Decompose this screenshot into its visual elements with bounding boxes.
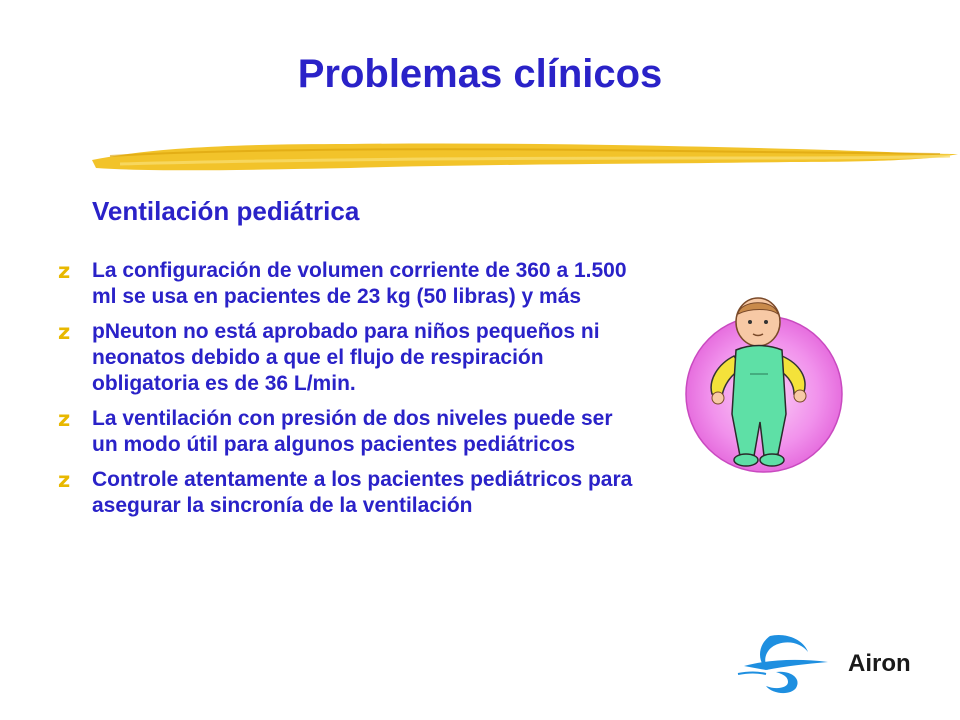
bullet-text: La configuración de volumen corriente de 360 a 1.500 ml se usa en pacientes de 23 kg (50 libras) y más xyxy=(92,259,627,308)
bullet-marker: z xyxy=(58,320,71,344)
bullet-text: Controle atentamente a los pacientes pediátricos para asegurar la sincronía de la ventilación xyxy=(92,468,633,517)
bullet-marker: z xyxy=(58,259,71,283)
slide-title: Problemas clínicos xyxy=(297,52,663,96)
bullet-item xyxy=(58,406,638,458)
bullet-marker: z xyxy=(58,468,71,492)
airon-logo xyxy=(736,630,926,696)
airon-swirl-logo-icon xyxy=(736,630,836,696)
bullet-item xyxy=(58,258,638,310)
yellow-brush-stroke xyxy=(90,138,960,178)
bullet-list xyxy=(58,258,638,528)
bullet-marker: z xyxy=(58,407,71,431)
bullet-text: La ventilación con presión de dos niveles puede ser un modo útil para algunos pacientes pediátricos xyxy=(92,407,613,456)
bullet-item xyxy=(58,467,638,519)
slide-subtitle: Ventilación pediátrica xyxy=(92,196,360,226)
bullet-text: pNeuton no está aprobado para niños pequeños ni neonatos debido a que el flujo de respiración obligatoria es de 36 L/min. xyxy=(92,320,600,395)
toddler-clipart-icon xyxy=(654,294,874,494)
bullet-item xyxy=(58,319,638,397)
airon-logo-text: Airon xyxy=(848,650,911,677)
